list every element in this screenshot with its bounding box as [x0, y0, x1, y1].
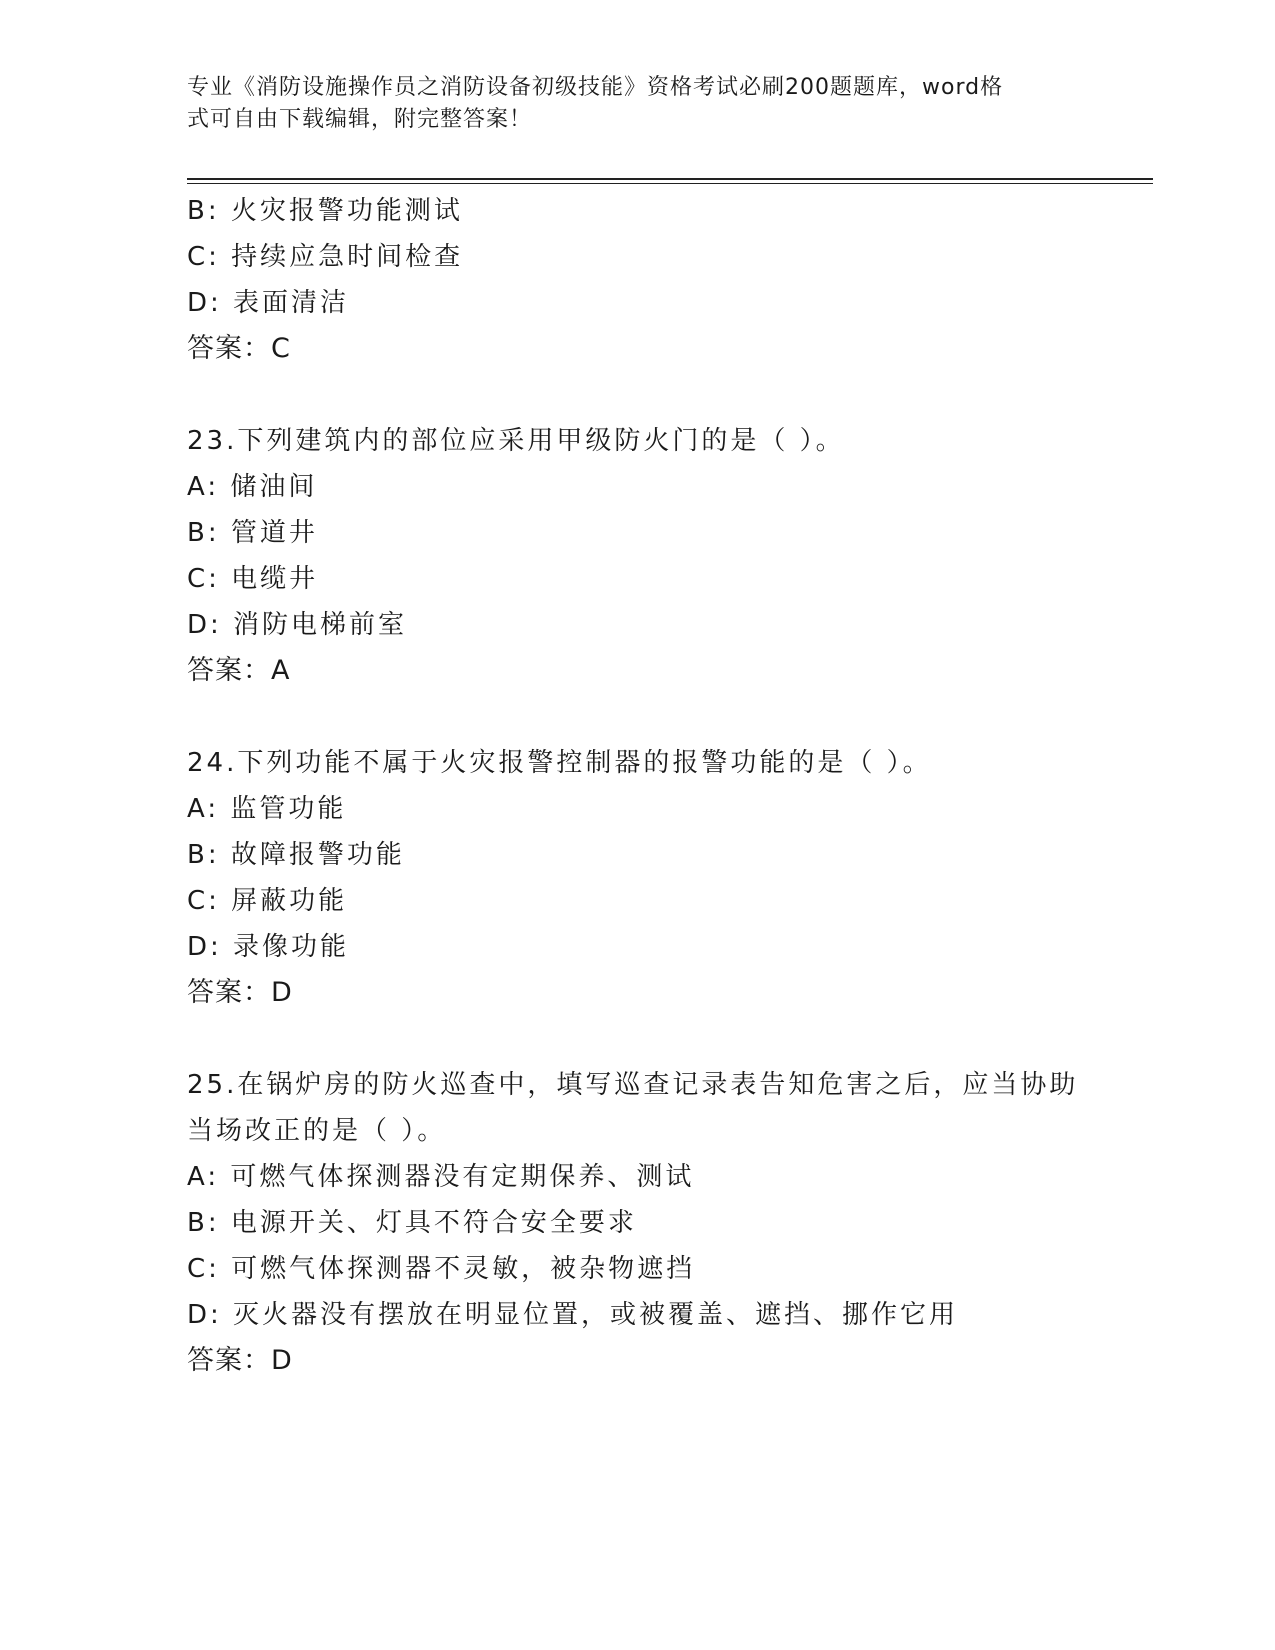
header-rule-thin [187, 183, 1153, 184]
spacer [187, 694, 1087, 740]
option-c: C: 电缆井 [187, 564, 319, 594]
option-d: D: 消防电梯前室 [187, 610, 408, 640]
option-b: B: 电源开关、灯具不符合安全要求 [187, 1208, 637, 1238]
option-b: B: 故障报警功能 [187, 840, 405, 870]
question-text: 24.下列功能不属于火灾报警控制器的报警功能的是（ ）。 [187, 748, 932, 778]
header-line-1: 专业《消防设施操作员之消防设备初级技能》资格考试必刷200题题库，word格 [187, 75, 1004, 100]
header-rule-thick [187, 178, 1153, 180]
option-d: D: 表面清洁 [187, 288, 350, 318]
question-23-block [187, 418, 1087, 694]
answer: 答案：D [187, 977, 293, 1008]
question-text-line-2: 当场改正的是（ ）。 [187, 1116, 447, 1146]
header-line-2: 式可自由下载编辑，附完整答案！ [187, 107, 533, 132]
answer: 答案：C [187, 333, 291, 364]
spacer [187, 1016, 1087, 1062]
option-c: C: 屏蔽功能 [187, 886, 348, 916]
question-22-block [187, 188, 1087, 372]
option-c: C: 持续应急时间检查 [187, 242, 464, 272]
answer: 答案：A [187, 655, 291, 686]
option-c: C: 可燃气体探测器不灵敏，被杂物遮挡 [187, 1254, 696, 1284]
question-25-block [187, 1062, 1087, 1384]
option-a: A: 监管功能 [187, 794, 347, 824]
question-text: 23.下列建筑内的部位应采用甲级防火门的是（ ）。 [187, 426, 845, 456]
answer: 答案：D [187, 1345, 293, 1376]
option-b: B: 火灾报警功能测试 [187, 196, 463, 226]
document-body [187, 188, 1087, 1384]
option-a: A: 可燃气体探测器没有定期保养、测试 [187, 1162, 695, 1192]
option-a: A: 储油间 [187, 472, 318, 502]
question-24-block [187, 740, 1087, 1016]
option-b: B: 管道井 [187, 518, 318, 548]
option-d: D: 灭火器没有摆放在明显位置，或被覆盖、遮挡、挪作它用 [187, 1300, 959, 1330]
option-d: D: 录像功能 [187, 932, 350, 962]
question-text-line-1: 25.在锅炉房的防火巡查中，填写巡查记录表告知危害之后，应当协助 [187, 1070, 1079, 1100]
spacer [187, 372, 1087, 418]
document-header [187, 72, 1067, 136]
